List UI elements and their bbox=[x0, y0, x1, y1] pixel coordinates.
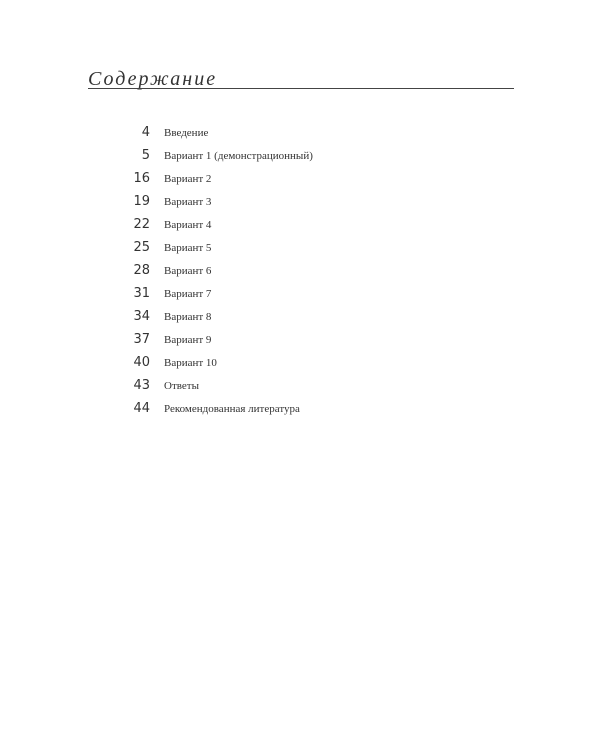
toc-entry-variant-3[interactable] bbox=[120, 190, 460, 213]
toc-entry-label: Вариант 8 bbox=[164, 311, 212, 323]
toc-entry-label: Вариант 7 bbox=[164, 288, 212, 300]
toc-page-number: 40 bbox=[133, 355, 150, 370]
toc-entry-answers[interactable] bbox=[120, 374, 460, 397]
toc-entry-label: Вариант 9 bbox=[164, 334, 212, 346]
toc-page-number: 5 bbox=[141, 148, 150, 163]
toc-entry-label: Ответы bbox=[164, 380, 199, 392]
page-title: Содержание bbox=[88, 68, 218, 90]
toc-page-number: 4 bbox=[141, 125, 150, 140]
toc-page-number: 37 bbox=[133, 332, 150, 347]
toc-entry-variant-5[interactable] bbox=[120, 236, 460, 259]
toc-page-number: 25 bbox=[133, 240, 150, 255]
toc-entry-label: Вариант 3 bbox=[164, 196, 212, 208]
toc-entry-variant-10[interactable] bbox=[120, 351, 460, 374]
toc-entry-variant-4[interactable] bbox=[120, 213, 460, 236]
toc-entry-variant-6[interactable] bbox=[120, 259, 460, 282]
toc-entry-label: Вариант 5 bbox=[164, 242, 212, 254]
toc-header bbox=[88, 66, 514, 92]
toc-entry-recommended-literature[interactable] bbox=[120, 397, 460, 420]
toc-entry-label: Введение bbox=[164, 127, 209, 139]
toc-entry-label: Рекомендованная литература bbox=[164, 403, 300, 415]
toc-entry-label: Вариант 10 bbox=[164, 357, 217, 369]
toc-page-number: 22 bbox=[133, 217, 150, 232]
toc-page-number: 19 bbox=[133, 194, 150, 209]
toc-page-number: 44 bbox=[133, 401, 150, 416]
table-of-contents bbox=[120, 121, 460, 420]
toc-entry-variant-7[interactable] bbox=[120, 282, 460, 305]
toc-page-number: 28 bbox=[133, 263, 150, 278]
toc-page-number: 43 bbox=[133, 378, 150, 393]
toc-entry-label: Вариант 1 (демонстрационный) bbox=[164, 150, 313, 162]
toc-page-number: 34 bbox=[133, 309, 150, 324]
toc-entry-variant-8[interactable] bbox=[120, 305, 460, 328]
title-underline bbox=[88, 88, 514, 89]
toc-entry-introduction[interactable] bbox=[120, 121, 460, 144]
toc-page-number: 31 bbox=[133, 286, 150, 301]
toc-entry-variant-9[interactable] bbox=[120, 328, 460, 351]
toc-entry-variant-2[interactable] bbox=[120, 167, 460, 190]
toc-entry-label: Вариант 2 bbox=[164, 173, 212, 185]
toc-page-number: 16 bbox=[133, 171, 150, 186]
toc-entry-label: Вариант 6 bbox=[164, 265, 212, 277]
toc-entry-variant-1[interactable] bbox=[120, 144, 460, 167]
toc-entry-label: Вариант 4 bbox=[164, 219, 212, 231]
